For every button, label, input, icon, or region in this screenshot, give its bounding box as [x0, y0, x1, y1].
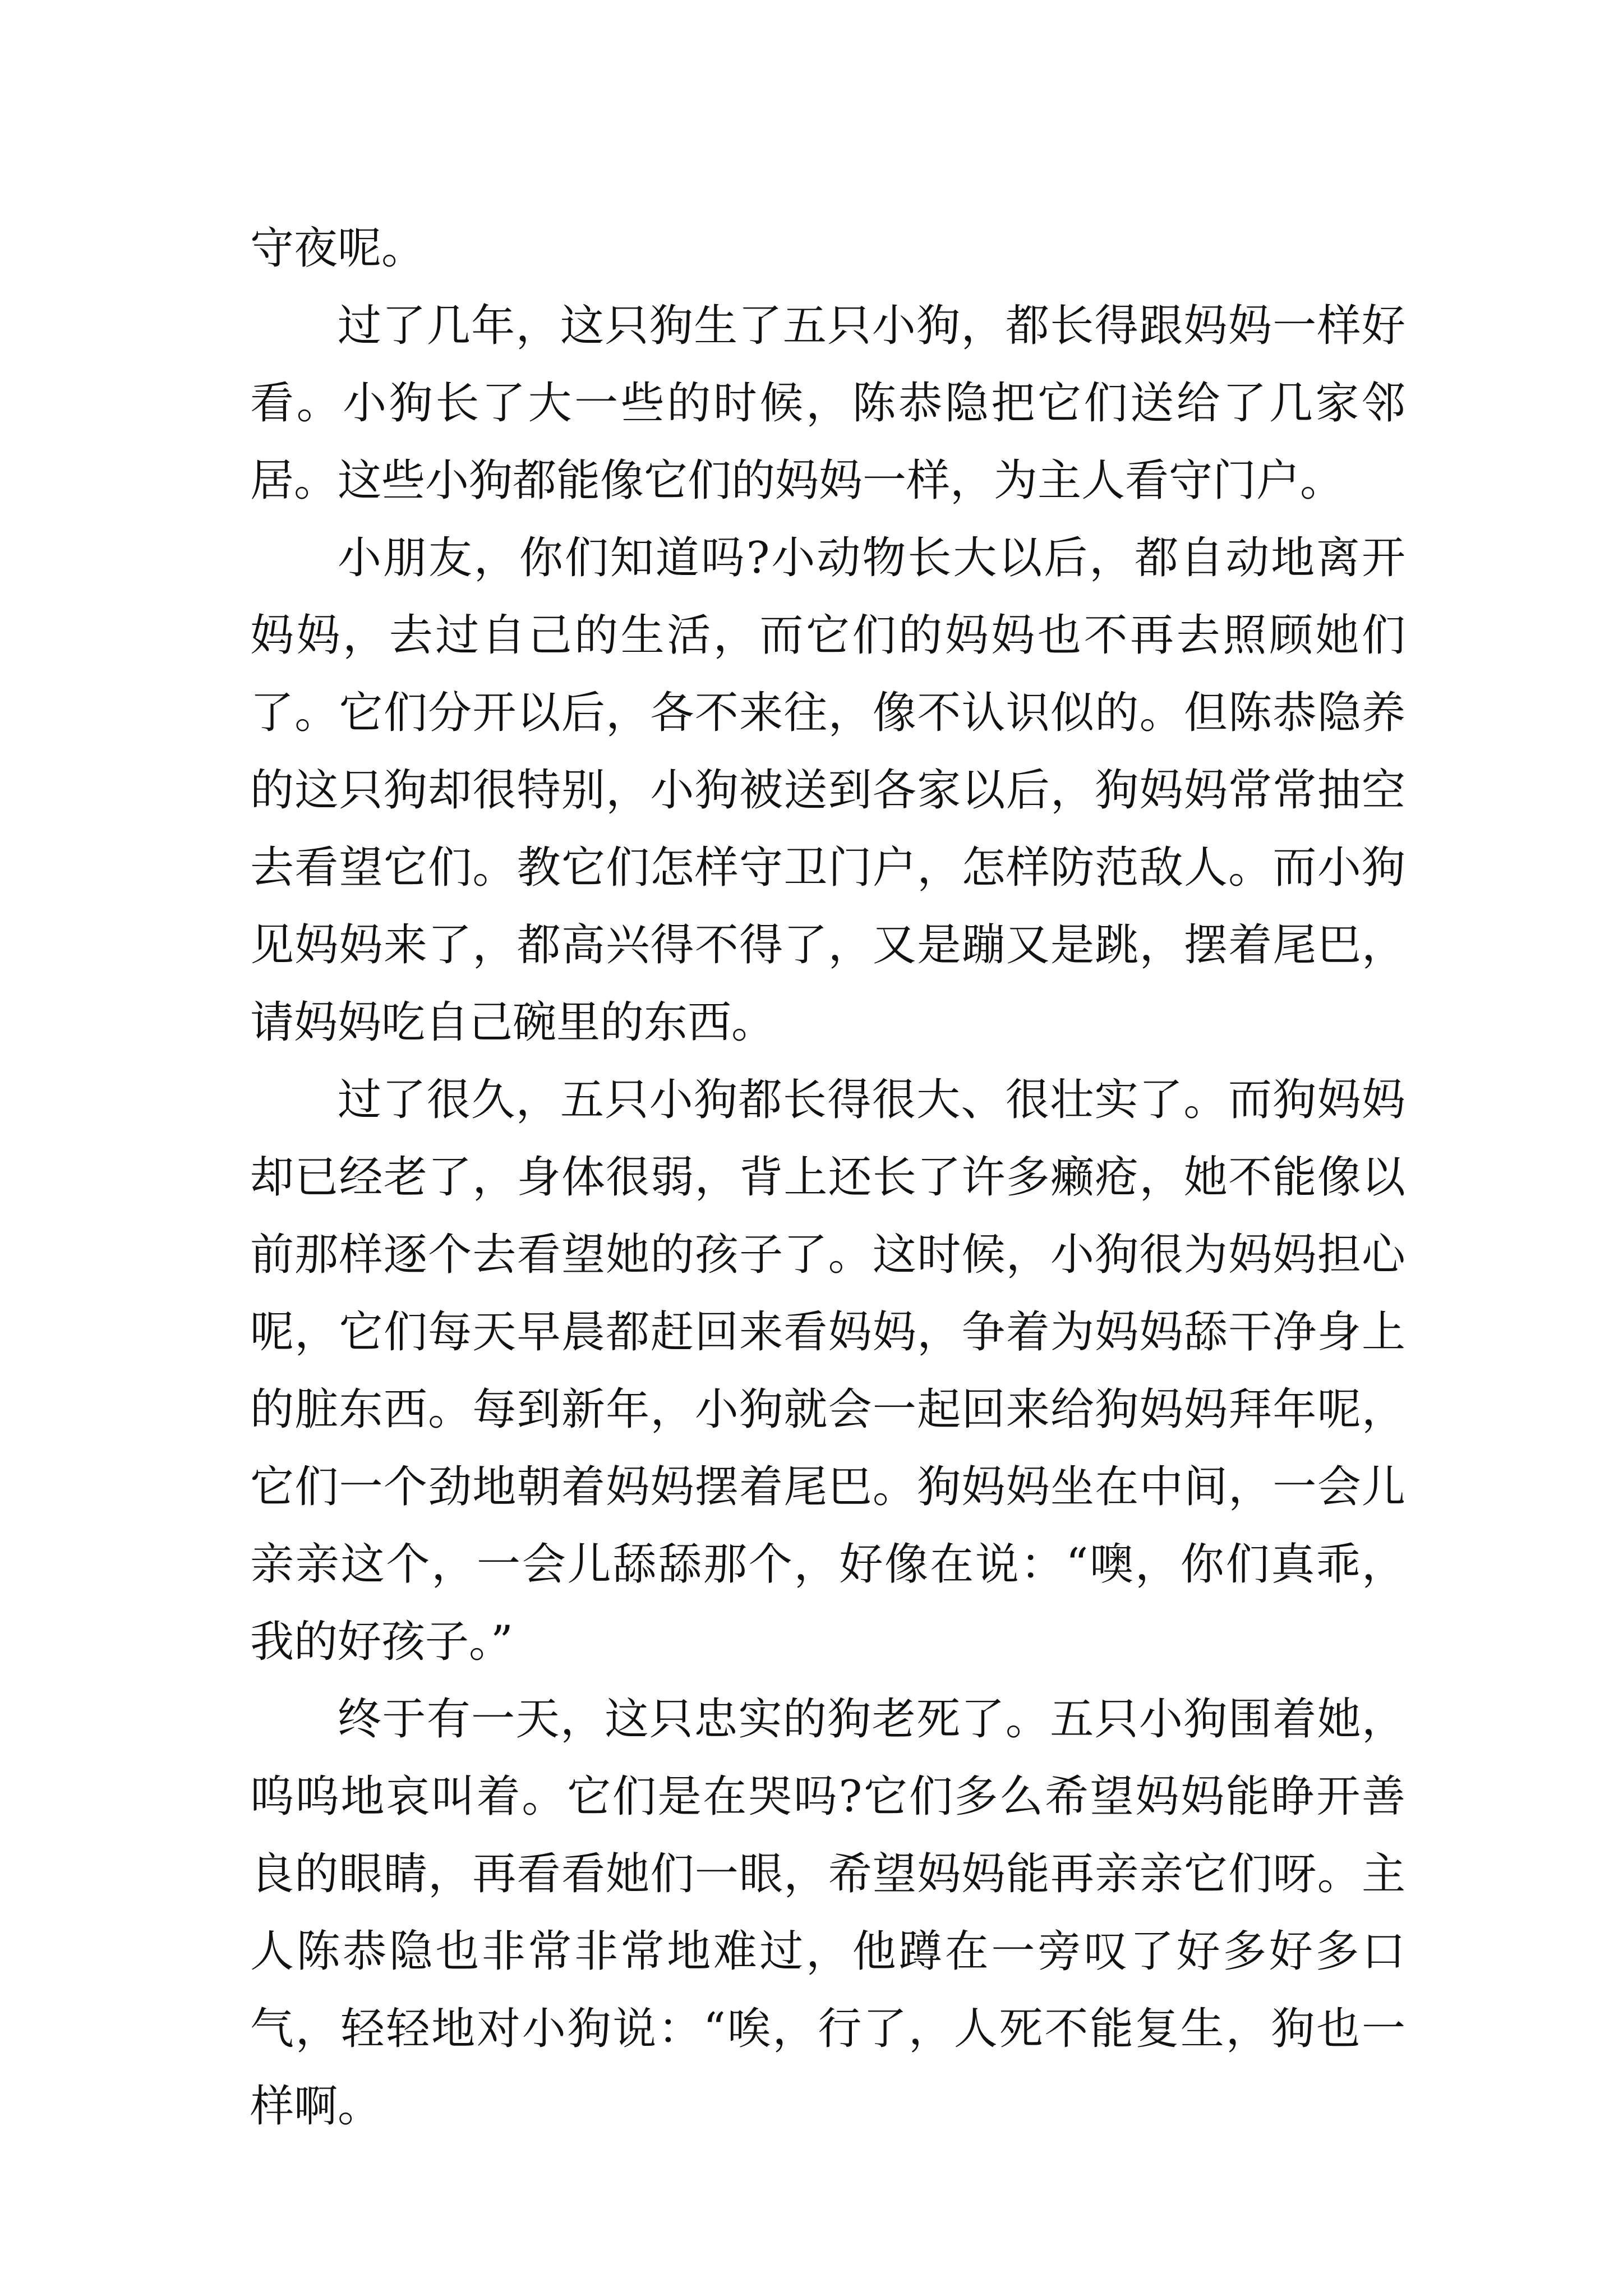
paragraph: 小朋友，你们知道吗?小动物长大以后，都自动地离开妈妈，去过自己的生活，而它们的妈妈也不再去照顾她们了。它们分开以后，各不来往，像不认识似的。但陈恭隐养的这只狗却很特别，小狗被送到各家以后，狗妈妈常常抽空去看望它们。教它们怎样守卫门户，怎样防范敌人。而小狗见妈妈来了，都高兴得不得了，又是蹦又是跳，摆着尾巴，请妈妈吃自己碗里的东西。 — [250, 533, 1405, 1048]
paragraph: 终于有一天，这只忠实的狗老死了。五只小狗围着她，呜呜地哀叫着。它们是在哭吗?它们多么希望妈妈能睁开善良的眼睛，再看看她们一眼，希望妈妈能再亲亲它们呀。主人陈恭隐也非常非常地难过，他蹲在一旁叹了好多好多口气，轻轻地对小狗说：“唉，行了，人死不能复生，狗也一样啊。 — [250, 1694, 1405, 2132]
paragraph: 过了很久，五只小狗都长得很大、很壮实了。而狗妈妈却已经老了，身体很弱，背上还长了许多癞疮，她不能像以前那样逐个去看望她的孩子了。这时候，小狗很为妈妈担心呢，它们每天早晨都赶回来看妈妈，争着为妈妈舔干净身上的脏东西。每到新年，小狗就会一起回来给狗妈妈拜年呢，它们一个劲地朝着妈妈摆着尾巴。狗妈妈坐在中间，一会儿亲亲这个，一会儿舔舔那个，好像在说：“噢，你们真乖，我的好孩子。” — [250, 1075, 1405, 1667]
document-body — [250, 210, 1405, 2145]
paragraph: 守夜呢。 — [250, 223, 426, 274]
paragraph: 过了几年，这只狗生了五只小狗，都长得跟妈妈一样好看。小狗长了大一些的时候，陈恭隐把它们送给了几家邻居。这些小狗都能像它们的妈妈一样，为主人看守门户。 — [250, 301, 1405, 506]
